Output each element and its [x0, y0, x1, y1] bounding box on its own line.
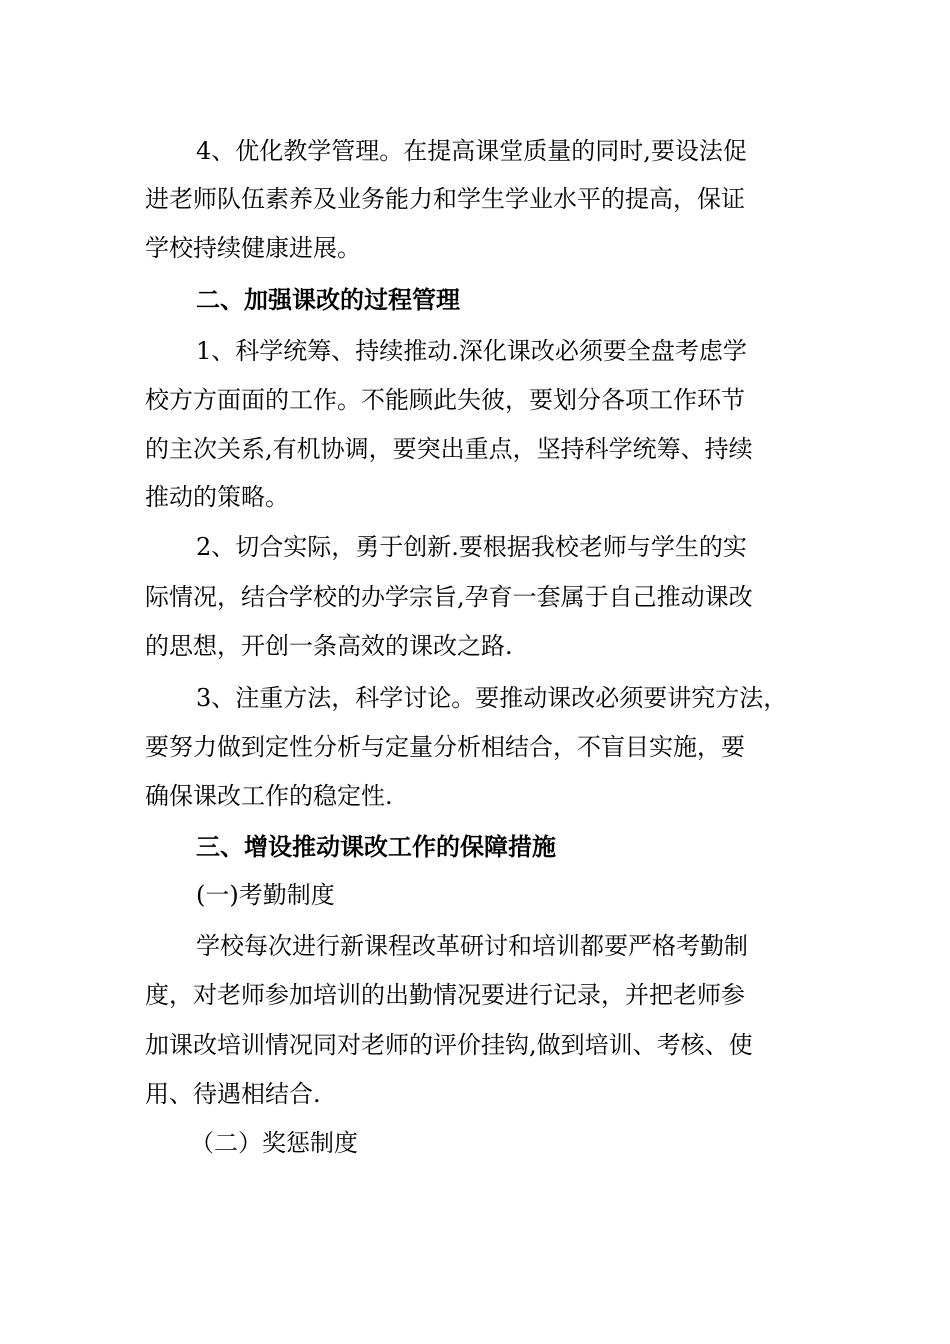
paragraph-line: 际情况，结合学校的办学宗旨,孕育一套属于自己推动课改 [145, 583, 753, 611]
paragraph-line: 的主次关系,有机协调，要突出重点，坚持科学统筹、持续 [145, 435, 753, 463]
paragraph-line: 推动的策略。 [145, 483, 289, 511]
subsection-heading: （二）奖惩制度 [190, 1129, 358, 1157]
paragraph-line: 加课改培训情况同对老师的评价挂钩,做到培训、考核、使 [145, 1031, 753, 1059]
paragraph-line: 学校持续健康进展。 [145, 234, 361, 262]
paragraph-line: 校方方面面的工作。不能顾此失彼，要划分各项工作环节 [145, 386, 745, 414]
paragraph-line: 的思想，开创一条高效的课改之路. [145, 632, 513, 660]
paragraph-line: 度，对老师参加培训的出勤情况要进行记录，并把老师参 [145, 981, 745, 1009]
section-heading: 二、加强课改的过程管理 [196, 285, 460, 314]
paragraph-line: 进老师队伍素养及业务能力和学生学业水平的提高，保证 [145, 185, 745, 213]
subsection-heading: (一)考勤制度 [196, 881, 335, 909]
section-heading: 三、增设推动课改工作的保障措施 [196, 832, 556, 861]
paragraph-line: 要努力做到定性分析与定量分析相结合，不盲目实施，要 [145, 733, 745, 761]
paragraph-line: 4、优化教学管理。在提高课堂质量的同时,要设法促 [196, 137, 747, 165]
paragraph-line: 确保课改工作的稳定性. [145, 782, 393, 810]
paragraph-line: 2、切合实际，勇于创新.要根据我校老师与学生的实 [196, 533, 747, 561]
paragraph-line: 学校每次进行新课程改革研讨和培训都要严格考勤制 [196, 932, 748, 960]
paragraph-line: 1、科学统筹、持续推动.深化课改必须要全盘考虑学 [196, 337, 747, 365]
paragraph-line: 用、待遇相结合. [145, 1080, 321, 1108]
paragraph-line: 3、注重方法，科学讨论。要推动课改必须要讲究方法， [196, 684, 788, 712]
